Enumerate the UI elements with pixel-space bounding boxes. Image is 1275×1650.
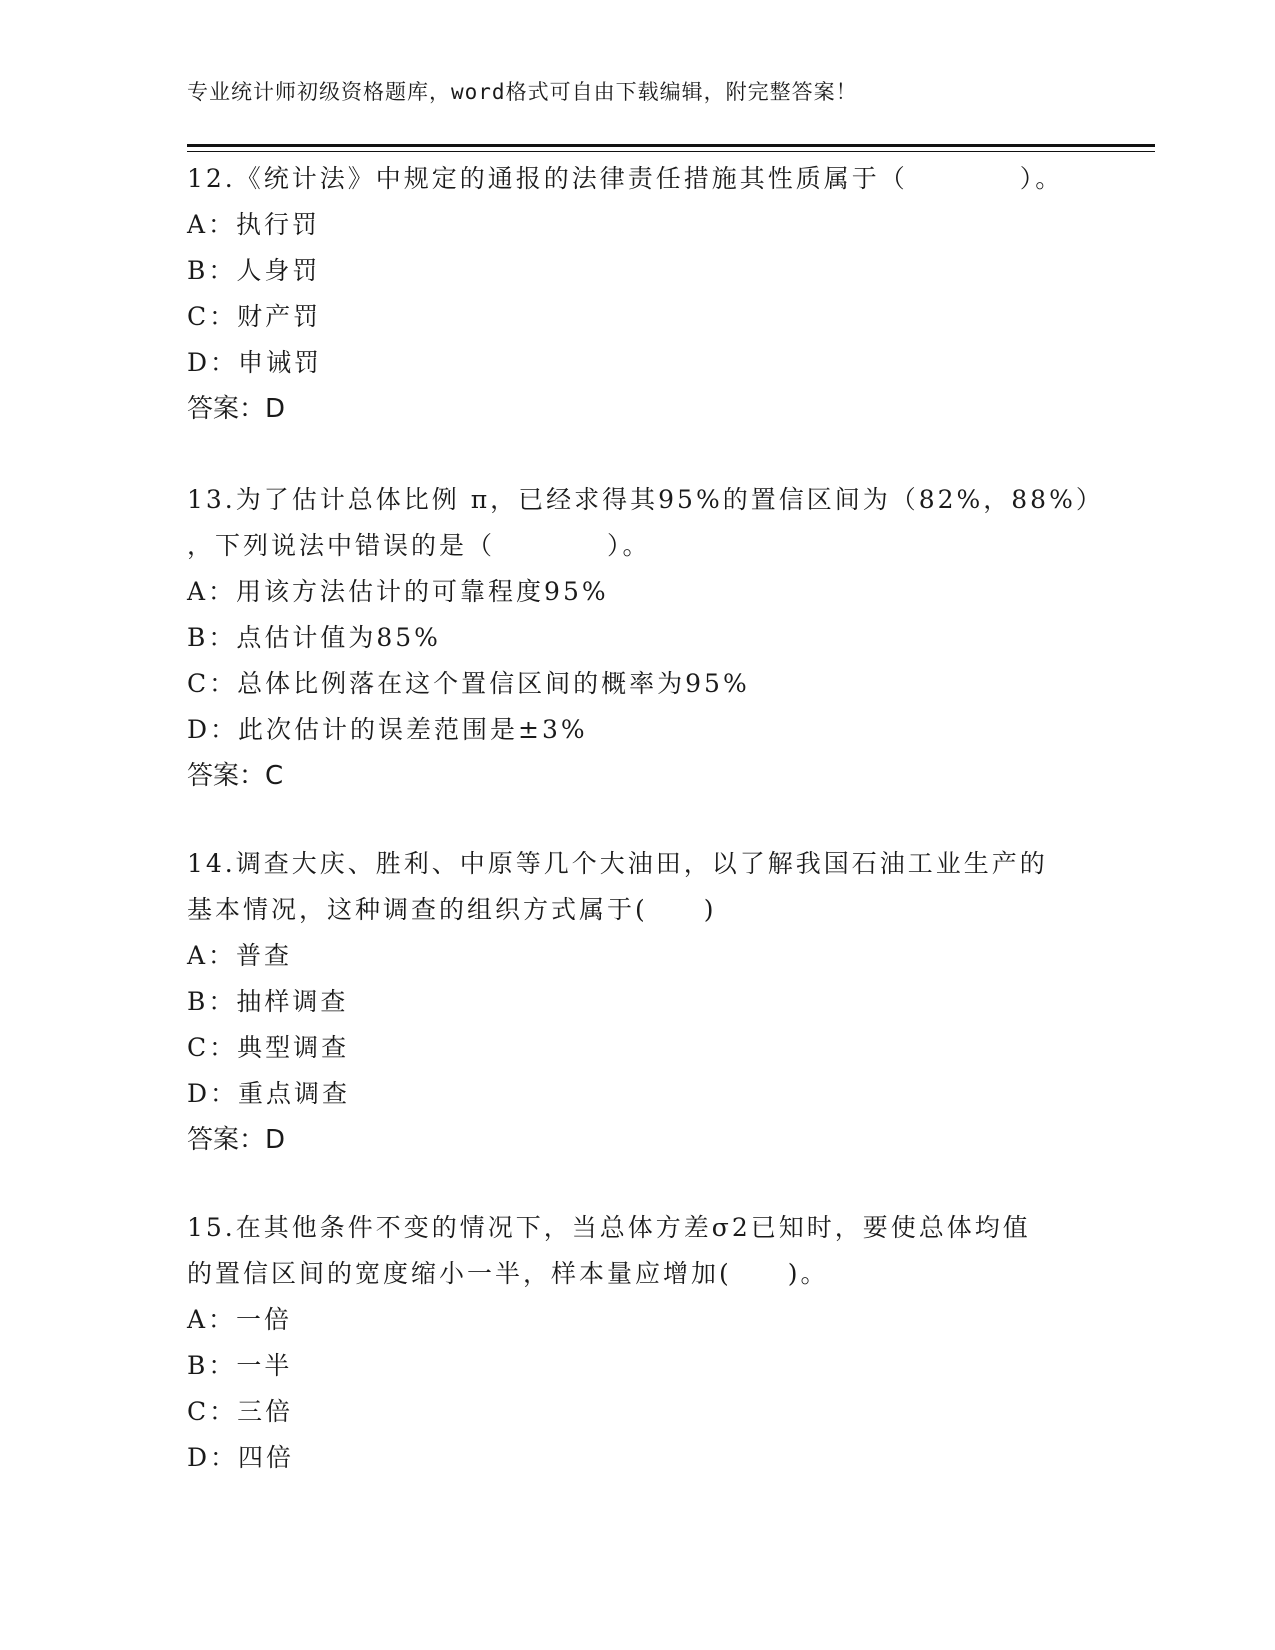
option-b: B：抽样调查 [187, 987, 349, 1016]
option-c: C：三倍 [187, 1397, 294, 1426]
question-stem-continued: 基本情况，这种调查的组织方式属于( ) [187, 895, 717, 924]
option-c: C：典型调查 [187, 1033, 350, 1062]
question-12 [187, 156, 1087, 432]
option-d: D：申诫罚 [187, 348, 323, 377]
question-stem-continued: 的置信区间的宽度缩小一半，样本量应增加( )。 [187, 1259, 829, 1288]
option-b: B：点估计值为85% [187, 623, 441, 652]
option-b: B：人身罚 [187, 256, 321, 285]
question-15 [187, 1205, 1087, 1481]
option-b: B：一半 [187, 1351, 293, 1380]
question-stem: 13.为了估计总体比例 π，已经求得其95%的置信区间为（82%，88%） [187, 485, 1104, 514]
header-rule-thick [187, 144, 1155, 147]
question-stem: 15.在其他条件不变的情况下，当总体方差σ2已知时，要使总体均值 [187, 1213, 1031, 1242]
option-a: A：普查 [187, 941, 293, 970]
option-a: A：用该方法估计的可靠程度95% [187, 577, 609, 606]
question-14 [187, 841, 1087, 1163]
answer-line: 答案：D [187, 1125, 286, 1155]
page-header: 专业统计师初级资格题库，word格式可自由下载编辑，附完整答案！ [187, 80, 858, 104]
option-c: C：总体比例落在这个置信区间的概率为95% [187, 669, 750, 698]
option-d: D：此次估计的误差范围是±3% [187, 715, 588, 744]
question-13 [187, 477, 1104, 799]
option-d: D：重点调查 [187, 1079, 351, 1108]
answer-line: 答案：C [187, 761, 284, 791]
option-c: C：财产罚 [187, 302, 322, 331]
option-a: A：执行罚 [187, 210, 321, 239]
answer-line: 答案：D [187, 394, 286, 424]
question-stem: 12.《统计法》中规定的通报的法律责任措施其性质属于（ ）。 [187, 164, 1064, 193]
option-a: A：一倍 [187, 1305, 293, 1334]
question-stem: 14.调查大庆、胜利、中原等几个大油田，以了解我国石油工业生产的 [187, 849, 1048, 878]
option-d: D：四倍 [187, 1443, 295, 1472]
question-stem-continued: ，下列说法中错误的是（ ）。 [187, 531, 651, 560]
header-rule-thin [187, 151, 1155, 152]
